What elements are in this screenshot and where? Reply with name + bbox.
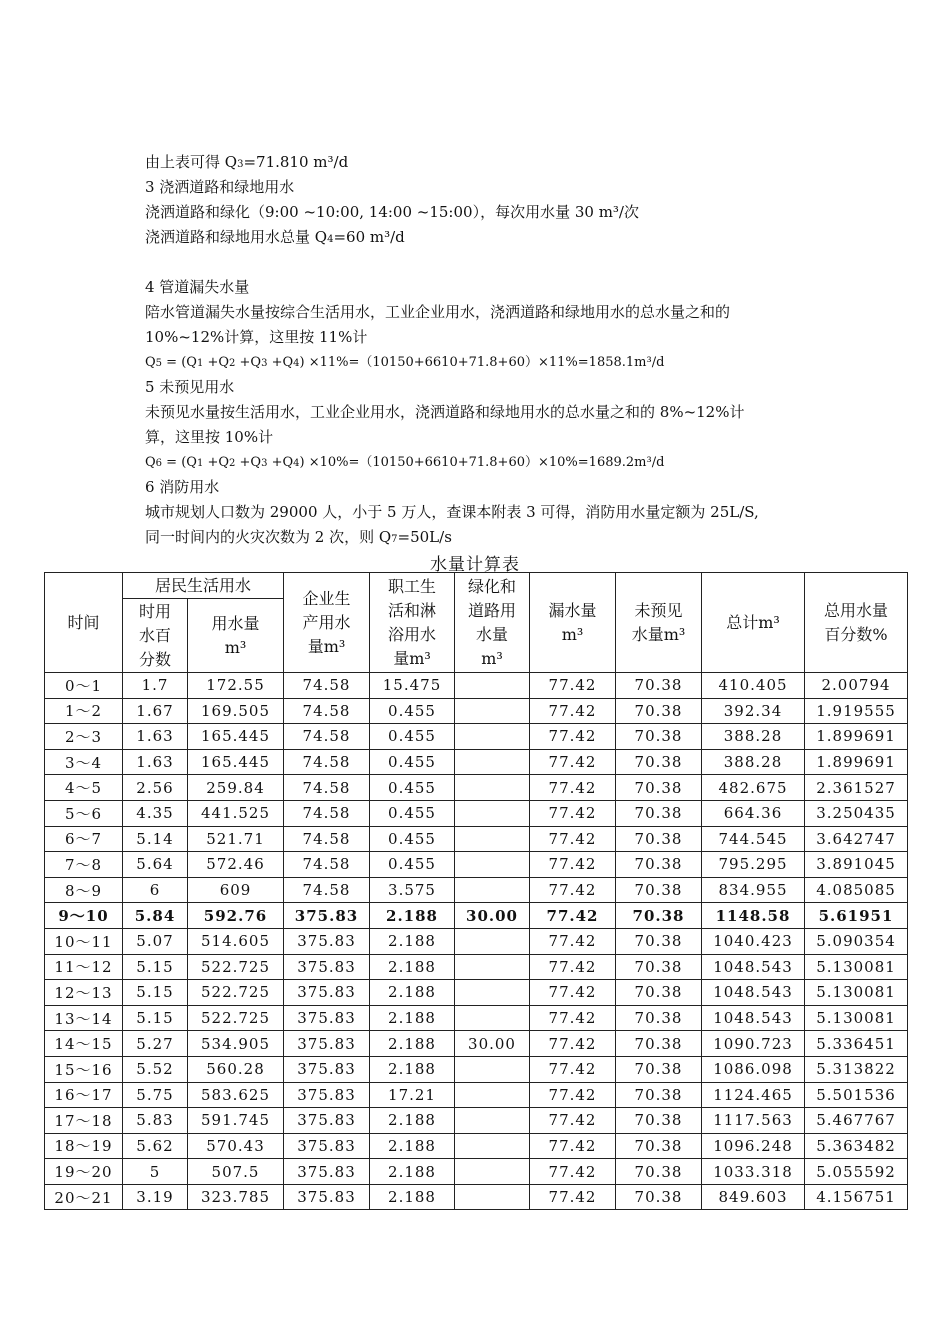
cell-leak: 77.42: [530, 852, 616, 878]
cell-leak: 77.42: [530, 800, 616, 826]
q5-suffix: ) ×11%=（10150+6610+71.8+60）×11%=1858.1m³/d: [299, 355, 665, 370]
cell-staff: 2.188: [370, 1056, 455, 1082]
cell-unf: 70.38: [616, 928, 702, 954]
cell-green: [455, 954, 530, 980]
q6-b1: +Q: [203, 455, 229, 470]
cell-leak: 77.42: [530, 826, 616, 852]
q5-s1: 1: [196, 358, 204, 369]
cell-green: [455, 1159, 530, 1185]
cell-staff: 2.188: [370, 903, 455, 929]
q6-s3: 3: [261, 458, 268, 469]
q5-b2: +Q: [235, 355, 262, 370]
formula-q5: [145, 350, 825, 376]
cell-unf: 70.38: [616, 826, 702, 852]
cell-unf: 70.38: [616, 1133, 702, 1159]
cell-total: 1048.543: [702, 954, 805, 980]
q7-prefix: 同一时间内的火灾次数为 2 次，则 Q: [145, 528, 392, 546]
cell-res: 521.71: [188, 826, 284, 852]
cell-staff: 0.455: [370, 852, 455, 878]
cell-green: [455, 1056, 530, 1082]
cell-time: 10～11: [45, 928, 123, 954]
cell-pct: 5.07: [123, 928, 188, 954]
cell-green: [455, 775, 530, 801]
cell-res: 172.55: [188, 673, 284, 699]
cell-total: 392.34: [702, 698, 805, 724]
cell-time: 8～9: [45, 877, 123, 903]
cell-pct: 1.67: [123, 698, 188, 724]
cell-tpct: 1.899691: [805, 749, 908, 775]
cell-unf: 70.38: [616, 1184, 702, 1210]
q4-sub: 4: [327, 234, 334, 245]
cell-ent: 74.58: [284, 877, 370, 903]
cell-time: 4～5: [45, 775, 123, 801]
cell-green: [455, 800, 530, 826]
cell-leak: 77.42: [530, 954, 616, 980]
cell-res: 592.76: [188, 903, 284, 929]
cell-leak: 77.42: [530, 1031, 616, 1057]
cell-pct: 1.7: [123, 673, 188, 699]
cell-res: 560.28: [188, 1056, 284, 1082]
cell-time: 2～3: [45, 724, 123, 750]
cell-res: 522.725: [188, 980, 284, 1006]
cell-staff: 15.475: [370, 673, 455, 699]
cell-time: 16～17: [45, 1082, 123, 1108]
cell-total: 1086.098: [702, 1056, 805, 1082]
cell-staff: 0.455: [370, 775, 455, 801]
table-row: [45, 749, 908, 775]
cell-time: 0～1: [45, 673, 123, 699]
text-p4b: 10%~12%计算，这里按 11%计: [145, 328, 368, 346]
cell-total: 849.603: [702, 1184, 805, 1210]
text-p5a: 未预见水量按生活用水，工业企业用水，浇洒道路和绿地用水的总水量之和的 8%~12%计: [145, 403, 745, 421]
cell-leak: 77.42: [530, 1159, 616, 1185]
cell-green: [455, 852, 530, 878]
cell-res: 514.605: [188, 928, 284, 954]
cell-leak: 77.42: [530, 1005, 616, 1031]
cell-staff: 17.21: [370, 1082, 455, 1108]
cell-tpct: 5.61951: [805, 903, 908, 929]
cell-pct: 2.56: [123, 775, 188, 801]
cell-leak: 77.42: [530, 1133, 616, 1159]
q6-b2: +Q: [235, 455, 262, 470]
header-water-volume: 用水量 m³: [188, 599, 284, 673]
cell-green: [455, 749, 530, 775]
cell-leak: 77.42: [530, 980, 616, 1006]
cell-total: 1048.543: [702, 980, 805, 1006]
cell-pct: 5.84: [123, 903, 188, 929]
cell-total: 1117.563: [702, 1108, 805, 1134]
cell-tpct: 2.361527: [805, 775, 908, 801]
cell-ent: 74.58: [284, 724, 370, 750]
table-row: [45, 980, 908, 1006]
cell-ent: 74.58: [284, 698, 370, 724]
table-body: [45, 673, 908, 1210]
cell-res: 534.905: [188, 1031, 284, 1057]
cell-unf: 70.38: [616, 1108, 702, 1134]
q6-s1: 1: [196, 458, 204, 469]
cell-total: 388.28: [702, 749, 805, 775]
cell-pct: 5: [123, 1159, 188, 1185]
cell-tpct: 4.156751: [805, 1184, 908, 1210]
q6-b3: +Q: [267, 455, 294, 470]
cell-leak: 77.42: [530, 775, 616, 801]
cell-total: 795.295: [702, 852, 805, 878]
text-q4: [145, 225, 825, 252]
cell-res: 572.46: [188, 852, 284, 878]
cell-staff: 2.188: [370, 1031, 455, 1057]
cell-unf: 70.38: [616, 1082, 702, 1108]
heading-5: 5 未预见用水: [145, 378, 235, 396]
cell-unf: 70.38: [616, 1159, 702, 1185]
cell-res: 165.445: [188, 724, 284, 750]
cell-staff: 2.188: [370, 1133, 455, 1159]
cell-unf: 70.38: [616, 877, 702, 903]
q7-suffix: =50L/s: [397, 528, 452, 546]
cell-leak: 77.42: [530, 1056, 616, 1082]
cell-leak: 77.42: [530, 877, 616, 903]
cell-time: 6～7: [45, 826, 123, 852]
q3-suffix: =71.810 m³/d: [243, 153, 349, 171]
header-staff: 职工生 活和淋 浴用水 量m³: [370, 573, 455, 673]
cell-tpct: 5.363482: [805, 1133, 908, 1159]
header-unforeseen: 未预见 水量m³: [616, 573, 702, 673]
cell-time: 1～2: [45, 698, 123, 724]
cell-total: 664.36: [702, 800, 805, 826]
q7-sub: 7: [391, 534, 398, 545]
cell-leak: 77.42: [530, 1184, 616, 1210]
table-row: [45, 903, 908, 929]
table-row: [45, 877, 908, 903]
cell-unf: 70.38: [616, 980, 702, 1006]
table-row: [45, 1108, 908, 1134]
cell-unf: 70.38: [616, 673, 702, 699]
q5-body: = (Q: [162, 355, 197, 370]
cell-pct: 4.35: [123, 800, 188, 826]
q4-suffix: =60 m³/d: [333, 228, 405, 246]
table-row: [45, 698, 908, 724]
cell-leak: 77.42: [530, 903, 616, 929]
cell-unf: 70.38: [616, 775, 702, 801]
table-row: [45, 1005, 908, 1031]
header-residential-group: 居民生活用水: [123, 573, 284, 599]
cell-res: 609: [188, 877, 284, 903]
q3-prefix: 由上表可得 Q: [145, 153, 238, 171]
cell-time: 19～20: [45, 1159, 123, 1185]
cell-tpct: 5.130081: [805, 954, 908, 980]
cell-ent: 74.58: [284, 800, 370, 826]
cell-green: 30.00: [455, 1031, 530, 1057]
table-row: [45, 1133, 908, 1159]
cell-leak: 77.42: [530, 724, 616, 750]
cell-leak: 77.42: [530, 1082, 616, 1108]
cell-time: 18～19: [45, 1133, 123, 1159]
cell-time: 9～10: [45, 903, 123, 929]
cell-pct: 5.62: [123, 1133, 188, 1159]
cell-res: 259.84: [188, 775, 284, 801]
cell-time: 12～13: [45, 980, 123, 1006]
cell-ent: 74.58: [284, 673, 370, 699]
cell-unf: 70.38: [616, 698, 702, 724]
cell-ent: 375.83: [284, 980, 370, 1006]
cell-res: 441.525: [188, 800, 284, 826]
cell-pct: 5.64: [123, 852, 188, 878]
cell-staff: 0.455: [370, 724, 455, 750]
cell-pct: 6: [123, 877, 188, 903]
text-p6a: 城市规划人口数为 29000 人，小于 5 万人，查课本附表 3 可得，消防用水量定额为 25L/S,: [145, 503, 759, 521]
q5-b3: +Q: [267, 355, 294, 370]
cell-tpct: 5.055592: [805, 1159, 908, 1185]
cell-total: 834.955: [702, 877, 805, 903]
cell-staff: 2.188: [370, 1159, 455, 1185]
cell-total: 1124.465: [702, 1082, 805, 1108]
cell-time: 11～12: [45, 954, 123, 980]
cell-res: 522.725: [188, 954, 284, 980]
cell-staff: 0.455: [370, 826, 455, 852]
cell-ent: 375.83: [284, 1108, 370, 1134]
heading-4: 4 管道漏失水量: [145, 278, 250, 296]
cell-time: 7～8: [45, 852, 123, 878]
cell-total: 388.28: [702, 724, 805, 750]
q5-s4: 4: [293, 358, 300, 369]
cell-tpct: 4.085085: [805, 877, 908, 903]
cell-time: 3～4: [45, 749, 123, 775]
table-row: [45, 1159, 908, 1185]
cell-total: 1096.248: [702, 1133, 805, 1159]
text-q7: [145, 525, 825, 552]
cell-unf: 70.38: [616, 1056, 702, 1082]
cell-res: 570.43: [188, 1133, 284, 1159]
cell-ent: 375.83: [284, 1133, 370, 1159]
cell-staff: 2.188: [370, 980, 455, 1006]
cell-unf: 70.38: [616, 903, 702, 929]
header-green: 绿化和 道路用 水量 m³: [455, 573, 530, 673]
cell-pct: 3.19: [123, 1184, 188, 1210]
cell-tpct: 5.313822: [805, 1056, 908, 1082]
table-row: [45, 1056, 908, 1082]
q5-s3: 3: [261, 358, 268, 369]
cell-tpct: 5.336451: [805, 1031, 908, 1057]
header-total-pct: 总用水量 百分数%: [805, 573, 908, 673]
cell-unf: 70.38: [616, 749, 702, 775]
table-row: [45, 928, 908, 954]
cell-green: [455, 724, 530, 750]
q5-sub: 5: [155, 358, 163, 369]
text-p5b: 算，这里按 10%计: [145, 428, 274, 446]
cell-green: [455, 980, 530, 1006]
cell-green: [455, 877, 530, 903]
cell-ent: 375.83: [284, 1005, 370, 1031]
cell-tpct: 1.919555: [805, 698, 908, 724]
cell-unf: 70.38: [616, 1005, 702, 1031]
cell-unf: 70.38: [616, 1031, 702, 1057]
cell-tpct: 5.467767: [805, 1108, 908, 1134]
cell-total: 1040.423: [702, 928, 805, 954]
header-time: 时间: [45, 573, 123, 673]
cell-res: 522.725: [188, 1005, 284, 1031]
q6-body: = (Q: [162, 455, 197, 470]
cell-green: [455, 1082, 530, 1108]
cell-green: [455, 1133, 530, 1159]
table-row: [45, 954, 908, 980]
q6-sub: 6: [155, 458, 163, 469]
cell-staff: 3.575: [370, 877, 455, 903]
cell-ent: 375.83: [284, 1184, 370, 1210]
table-row: [45, 826, 908, 852]
cell-res: 591.745: [188, 1108, 284, 1134]
cell-ent: 74.58: [284, 749, 370, 775]
table-row: [45, 852, 908, 878]
cell-pct: 5.27: [123, 1031, 188, 1057]
cell-time: 17～18: [45, 1108, 123, 1134]
cell-ent: 375.83: [284, 1159, 370, 1185]
cell-tpct: 5.130081: [805, 980, 908, 1006]
q5-s2: 2: [229, 358, 236, 369]
cell-pct: 5.75: [123, 1082, 188, 1108]
cell-tpct: 5.090354: [805, 928, 908, 954]
table-row: [45, 724, 908, 750]
cell-total: 1033.318: [702, 1159, 805, 1185]
cell-unf: 70.38: [616, 724, 702, 750]
text-q3: [145, 150, 825, 177]
header-total: 总计m³: [702, 573, 805, 673]
q6-s4: 4: [293, 458, 300, 469]
cell-ent: 375.83: [284, 903, 370, 929]
header-leak: 漏水量 m³: [530, 573, 616, 673]
q6-prefix: Q: [145, 455, 156, 470]
table-row: [45, 1031, 908, 1057]
cell-staff: 0.455: [370, 800, 455, 826]
cell-res: 583.625: [188, 1082, 284, 1108]
cell-total: 1090.723: [702, 1031, 805, 1057]
cell-pct: 1.63: [123, 749, 188, 775]
table-row: [45, 1184, 908, 1210]
cell-tpct: 1.899691: [805, 724, 908, 750]
cell-time: 13～14: [45, 1005, 123, 1031]
cell-ent: 375.83: [284, 928, 370, 954]
q3-sub: 3: [237, 159, 244, 170]
heading-6: 6 消防用水: [145, 478, 220, 496]
q4-prefix: 浇洒道路和绿地用水总量 Q: [145, 228, 328, 246]
cell-staff: 2.188: [370, 1005, 455, 1031]
cell-leak: 77.42: [530, 928, 616, 954]
table-row: [45, 673, 908, 699]
cell-ent: 74.58: [284, 826, 370, 852]
cell-staff: 2.188: [370, 1184, 455, 1210]
cell-res: 169.505: [188, 698, 284, 724]
cell-staff: 2.188: [370, 928, 455, 954]
cell-pct: 5.15: [123, 954, 188, 980]
cell-green: [455, 1005, 530, 1031]
text-p4a: 陪水管道漏失水量按综合生活用水，工业企业用水，浇洒道路和绿地用水的总水量之和的: [145, 303, 731, 321]
table-title: 水量计算表: [430, 555, 520, 575]
cell-res: 323.785: [188, 1184, 284, 1210]
q6-suffix: ) ×10%=（10150+6610+71.8+60）×10%=1689.2m³/d: [299, 455, 665, 470]
cell-ent: 375.83: [284, 1031, 370, 1057]
cell-time: 15～16: [45, 1056, 123, 1082]
cell-pct: 5.83: [123, 1108, 188, 1134]
cell-green: [455, 1108, 530, 1134]
q6-s2: 2: [229, 458, 236, 469]
cell-green: [455, 928, 530, 954]
formula-q6: [145, 450, 825, 476]
header-enterprise: 企业生 产用水 量m³: [284, 573, 370, 673]
cell-staff: 0.455: [370, 749, 455, 775]
q5-b1: +Q: [203, 355, 229, 370]
cell-pct: 1.63: [123, 724, 188, 750]
cell-total: 482.675: [702, 775, 805, 801]
cell-tpct: 5.501536: [805, 1082, 908, 1108]
cell-time: 14～15: [45, 1031, 123, 1057]
cell-leak: 77.42: [530, 698, 616, 724]
cell-ent: 375.83: [284, 954, 370, 980]
cell-res: 507.5: [188, 1159, 284, 1185]
table-row: [45, 1082, 908, 1108]
cell-tpct: 3.250435: [805, 800, 908, 826]
header-hour-pct: 时用 水百 分数: [123, 599, 188, 673]
cell-unf: 70.38: [616, 852, 702, 878]
cell-res: 165.445: [188, 749, 284, 775]
cell-ent: 375.83: [284, 1082, 370, 1108]
cell-pct: 5.15: [123, 980, 188, 1006]
cell-total: 1048.543: [702, 1005, 805, 1031]
water-calc-table: [44, 572, 908, 1210]
cell-green: [455, 698, 530, 724]
cell-leak: 77.42: [530, 1108, 616, 1134]
cell-unf: 70.38: [616, 954, 702, 980]
cell-leak: 77.42: [530, 673, 616, 699]
cell-pct: 5.14: [123, 826, 188, 852]
cell-total: 744.545: [702, 826, 805, 852]
cell-green: [455, 1184, 530, 1210]
cell-time: 20～21: [45, 1184, 123, 1210]
cell-tpct: 3.642747: [805, 826, 908, 852]
cell-green: 30.00: [455, 903, 530, 929]
cell-pct: 5.15: [123, 1005, 188, 1031]
cell-tpct: 2.00794: [805, 673, 908, 699]
text-p3a: 浇洒道路和绿化（9:00 ~10:00, 14:00 ~15:00），每次用水量 30 m³/次: [145, 203, 639, 221]
cell-ent: 74.58: [284, 852, 370, 878]
cell-green: [455, 673, 530, 699]
cell-total: 1148.58: [702, 903, 805, 929]
cell-staff: 2.188: [370, 1108, 455, 1134]
table-row: [45, 800, 908, 826]
cell-pct: 5.52: [123, 1056, 188, 1082]
cell-leak: 77.42: [530, 749, 616, 775]
cell-time: 5～6: [45, 800, 123, 826]
q5-prefix: Q: [145, 355, 156, 370]
cell-tpct: 3.891045: [805, 852, 908, 878]
cell-total: 410.405: [702, 673, 805, 699]
heading-3: 3 浇洒道路和绿地用水: [145, 178, 295, 196]
cell-unf: 70.38: [616, 800, 702, 826]
table-row: [45, 775, 908, 801]
cell-green: [455, 826, 530, 852]
cell-staff: 0.455: [370, 698, 455, 724]
cell-staff: 2.188: [370, 954, 455, 980]
cell-tpct: 5.130081: [805, 1005, 908, 1031]
cell-ent: 74.58: [284, 775, 370, 801]
cell-ent: 375.83: [284, 1056, 370, 1082]
